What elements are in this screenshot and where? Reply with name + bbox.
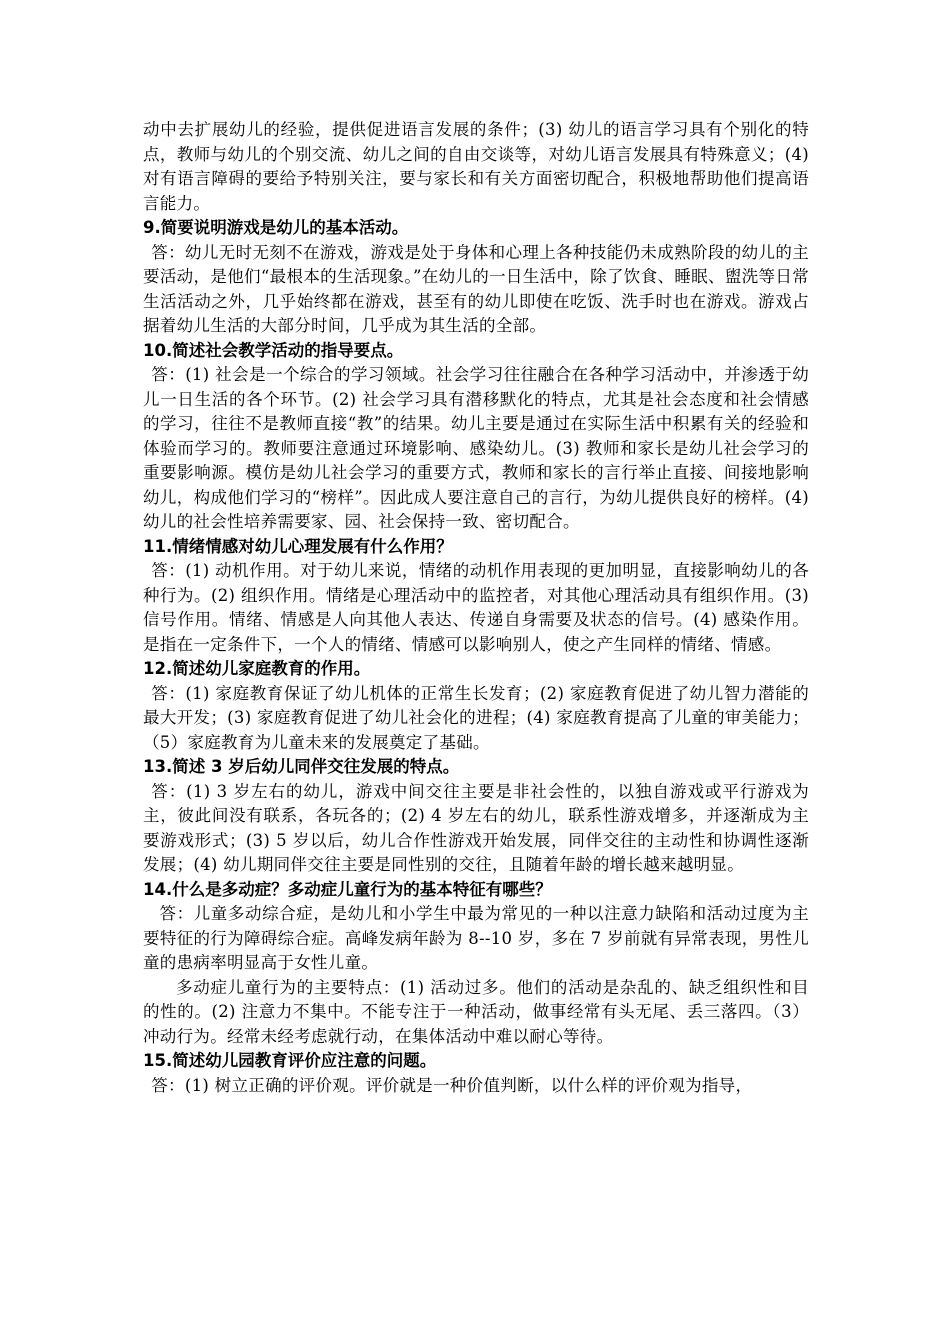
answer-paragraph: 多动症儿童行为的主要特点：(1) 活动过多。他们的活动是杂乱的、缺乏组织性和目的性的。(2) 注意力不集中。不能专注于一种活动，做事经常有头无尾、丢三落四。（3）冲动行为。经常未经考虑就行动，在集体活动中难以耐心等待。	[143, 977, 809, 1046]
answer-paragraph: 答：(1) 社会是一个综合的学习领域。社会学习往往融合在各种学习活动中，并渗透于幼儿一日生活的各个环节。(2) 社会学习具有潜移默化的特点，尤其是社会态度和社会情感的学习，往往不是教师直接“教”的结果。幼儿主要是通过在实际生活中积累有关的经验和体验而学习的。教师要注意通过环境影响、感染幼儿。(3) 教师和家长是幼儿社会学习的重要影响源。模仿是幼儿社会学习的重要方式，教师和家长的言行举止直接、间接地影响幼儿，构成他们学习的“榜样”。因此成人要注意自己的言行，为幼儿提供良好的榜样。(4) 幼儿的社会性培养需要家、园、社会保持一致、密切配合。	[143, 365, 809, 531]
question-heading: 15.简述幼儿园教育评价应注意的问题。	[143, 1051, 437, 1070]
question-heading: 11.情绪情感对幼儿心理发展有什么作用？	[143, 536, 453, 556]
paragraph: 动中去扩展幼儿的经验，提供促进语言发展的条件；(3) 幼儿的语言学习具有个别化的特点，教师与幼儿的个别交流、幼儿之间的自由交谈等，对幼儿语言发展具有特殊意义；(4) 对有语言障碍的要给予特别关注，要与家长和有关方面密切配合，积极地帮助他们提高语言能力。	[143, 120, 809, 213]
answer-paragraph: 答：(1) 家庭教育保证了幼儿机体的正常生长发育；(2) 家庭教育促进了幼儿智力潜能的最大开发；(3) 家庭教育促进了幼儿社会化的进程；(4) 家庭教育提高了儿童的审美能力；（5）家庭教育为儿童未来的发展奠定了基础。	[143, 683, 809, 752]
question-heading: 10.简述社会教学活动的指导要点。	[143, 340, 404, 360]
question-heading: 14.什么是多动症？多动症儿童行为的基本特征有哪些？	[143, 879, 552, 899]
document-page	[143, 118, 809, 1098]
answer-paragraph: 答：(1) 树立正确的评价观。评价就是一种价值判断，以什么样的评价观为指导，	[151, 1075, 753, 1095]
answer-paragraph: 答：(1) 动机作用。对于幼儿来说，情绪的动机作用表现的更加明显，直接影响幼儿的各种行为。(2) 组织作用。情绪是心理活动中的监控者，对其他心理活动具有组织作用。(3) 信号作用。情绪、情感是人向其他人表达、传递自身需要及状态的信号。(4) 感染作用。是指在一定条件下，一个人的情绪、情感可以影响别人，使之产生同样的情绪、情感。	[143, 561, 809, 654]
answer-paragraph: 答：儿童多动综合症，是幼儿和小学生中最为常见的一种以注意力缺陷和活动过度为主要特征的行为障碍综合症。高峰发病年龄为 8--10 岁，多在 7 岁前就有异常表现，男性儿童的患病率明显高于女性儿童。	[143, 904, 809, 972]
answer-paragraph: 答：(1) 3 岁左右的幼儿，游戏中间交往主要是非社会性的，以独自游戏或平行游戏为主，彼此间没有联系，各玩各的；(2) 4 岁左右的幼儿，联系性游戏增多，并逐渐成为主要游戏形式；(3) 5 岁以后，幼儿合作性游戏开始发展，同伴交往的主动性和协调性逐渐发展；(4) 幼儿期同伴交往主要是同性别的交往，且随着年龄的增长越来越明显。	[143, 781, 809, 874]
answer-paragraph: 答：幼儿无时无刻不在游戏，游戏是处于身体和心理上各种技能仍未成熟阶段的幼儿的主要活动，是他们“最根本的生活现象。”在幼儿的一日生活中，除了饮食、睡眠、盥洗等日常生活活动之外，几乎始终都在游戏，甚至有的幼儿即使在吃饭、洗手时也在游戏。游戏占据着幼儿生活的大部分时间，几乎成为其生活的全部。	[143, 242, 809, 335]
question-heading: 12.简述幼儿家庭教育的作用。	[143, 659, 371, 678]
question-heading: 13.简述 3 岁后幼儿同伴交往发展的特点。	[143, 757, 460, 776]
question-heading: 9.简要说明游戏是幼儿的基本活动。	[143, 218, 409, 237]
